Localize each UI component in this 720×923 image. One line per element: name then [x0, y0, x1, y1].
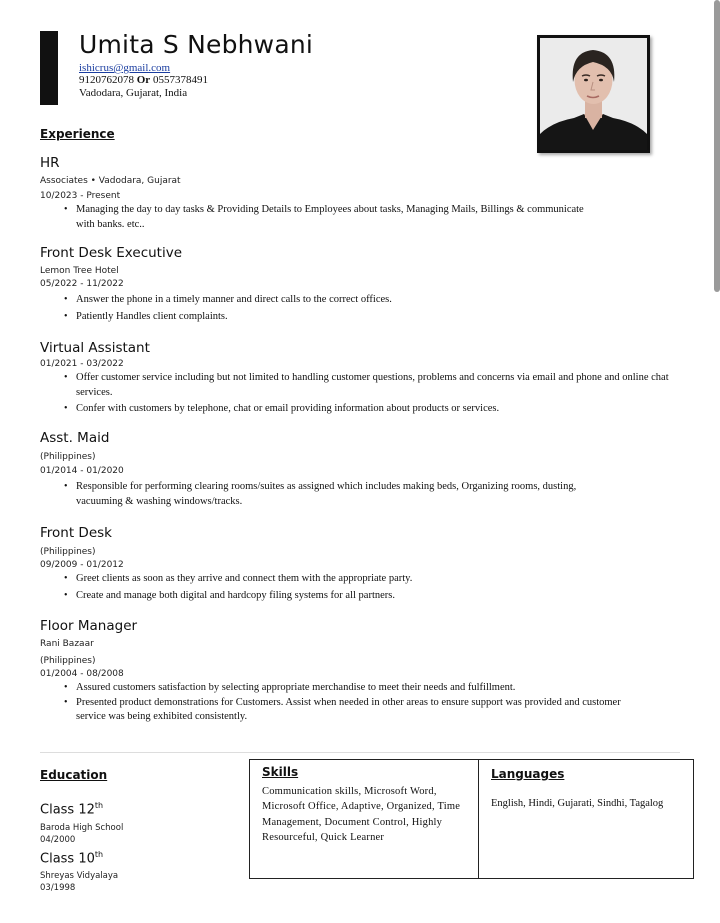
job-dates: 10/2023 - Present — [40, 191, 121, 201]
education-level — [40, 797, 240, 818]
job-bullet: • Patiently Handles client complaints. — [76, 310, 690, 325]
phone-primary: 9120762078 — [79, 74, 134, 86]
job-bullet: • Managing the day to day tasks & Providing Details to Employees about tasks, Managing Mails, Billings & communicate with banks. etc.. — [76, 203, 600, 232]
job-bullet: • Create and manage both digital and hardcopy filing systems for all partners. — [76, 589, 690, 604]
job-bullet: • Presented product demonstrations for Customers. Assist when needed in other areas to ensure support was provided and customer service was being exhibited consistently. — [76, 696, 640, 725]
education-year: 03/1998 — [40, 883, 76, 894]
job-bullet: • Greet clients as soon as they arrive and connect them with the appropriate party. — [76, 572, 690, 587]
education-school: Baroda High School — [40, 823, 124, 834]
education-level-suffix: th — [94, 850, 104, 859]
job-title: Front Desk Executive — [40, 245, 183, 261]
section-divider — [40, 752, 680, 753]
experience-heading: Experience — [40, 127, 115, 141]
job-title: Front Desk — [40, 525, 112, 541]
job-dates: 01/2004 - 08/2008 — [40, 669, 124, 679]
education-school: Shreyas Vidyalaya — [40, 871, 119, 882]
job-bullet: • Confer with customers by telephone, chat or email providing information about products or services. — [76, 402, 680, 417]
education-item — [40, 797, 240, 846]
job-company: Lemon Tree Hotel — [40, 266, 119, 276]
job-bullet: • Answer the phone in a timely manner and direct calls to the correct offices. — [76, 293, 690, 308]
job-bullets — [76, 371, 680, 417]
job-company: Associates • Vadodara, Gujarat — [40, 176, 181, 186]
job-dates: 05/2022 - 11/2022 — [40, 279, 124, 289]
skills-languages-box — [249, 759, 694, 879]
email-link[interactable]: ishicrus@gmail.com — [79, 62, 171, 74]
job-location: (Philippines) — [40, 547, 96, 557]
job-location: (Philippines) — [40, 656, 96, 666]
box-column-divider — [478, 760, 479, 878]
education-item — [40, 846, 240, 894]
education-level — [40, 846, 240, 867]
job-title: Floor Manager — [40, 618, 138, 634]
job-hr — [40, 154, 690, 232]
job-bullets — [76, 480, 600, 509]
job-bullet: • Offer customer service including but not limited to handling customer questions, problems and concerns via email and phone and online chat services. — [76, 371, 680, 400]
skills-list: Communication skills, Microsoft Word, Microsoft Office, Adaptive, Organized, Time Management, Document Control, Highly Resourceful, Quick Learner — [262, 786, 461, 843]
education-level-text: Class 10 — [40, 851, 95, 867]
job-floor-manager — [40, 617, 690, 725]
phone-secondary: 0557378491 — [152, 74, 208, 86]
job-bullets — [76, 681, 640, 725]
job-bullets — [76, 293, 690, 324]
job-asst-maid — [40, 429, 690, 509]
job-bullets — [76, 572, 690, 603]
job-title: Virtual Assistant — [40, 340, 150, 356]
job-dates: 09/2009 - 01/2012 — [40, 560, 124, 570]
phone-numbers — [79, 74, 208, 86]
profile-photo — [537, 35, 650, 153]
job-bullet: • Assured customers satisfaction by selecting appropriate merchandise to meet their needs and fulfillment. — [76, 681, 640, 696]
job-title: HR — [40, 155, 60, 171]
education-level-text: Class 12 — [40, 802, 95, 818]
job-virtual-assistant — [40, 339, 690, 417]
job-company: Rani Bazaar — [40, 639, 94, 649]
job-front-desk — [40, 524, 690, 603]
job-front-desk-executive — [40, 244, 690, 324]
languages-list: English, Hindi, Gujarati, Sindhi, Tagalog — [491, 798, 664, 809]
header-accent-bar — [40, 31, 58, 105]
job-bullets — [76, 203, 600, 232]
education-year: 04/2000 — [40, 835, 76, 846]
job-dates: 01/2014 - 01/2020 — [40, 466, 124, 476]
job-title: Asst. Maid — [40, 430, 110, 446]
job-location: (Philippines) — [40, 452, 96, 462]
skills-heading: Skills — [262, 765, 299, 779]
job-bullet: • Responsible for performing clearing rooms/suites as assigned which includes making beds, Organizing rooms, dusting, vacuuming & washing windows/tracks. — [76, 480, 600, 509]
education-heading: Education — [40, 768, 108, 782]
address: Vadodara, Gujarat, India — [79, 87, 188, 99]
scrollbar-thumb[interactable] — [714, 0, 720, 292]
phone-or: Or — [136, 74, 151, 86]
languages-heading: Languages — [491, 767, 565, 781]
education-level-suffix: th — [94, 801, 104, 810]
candidate-name: Umita S Nebhwani — [79, 30, 314, 59]
job-dates: 01/2021 - 03/2022 — [40, 359, 124, 369]
